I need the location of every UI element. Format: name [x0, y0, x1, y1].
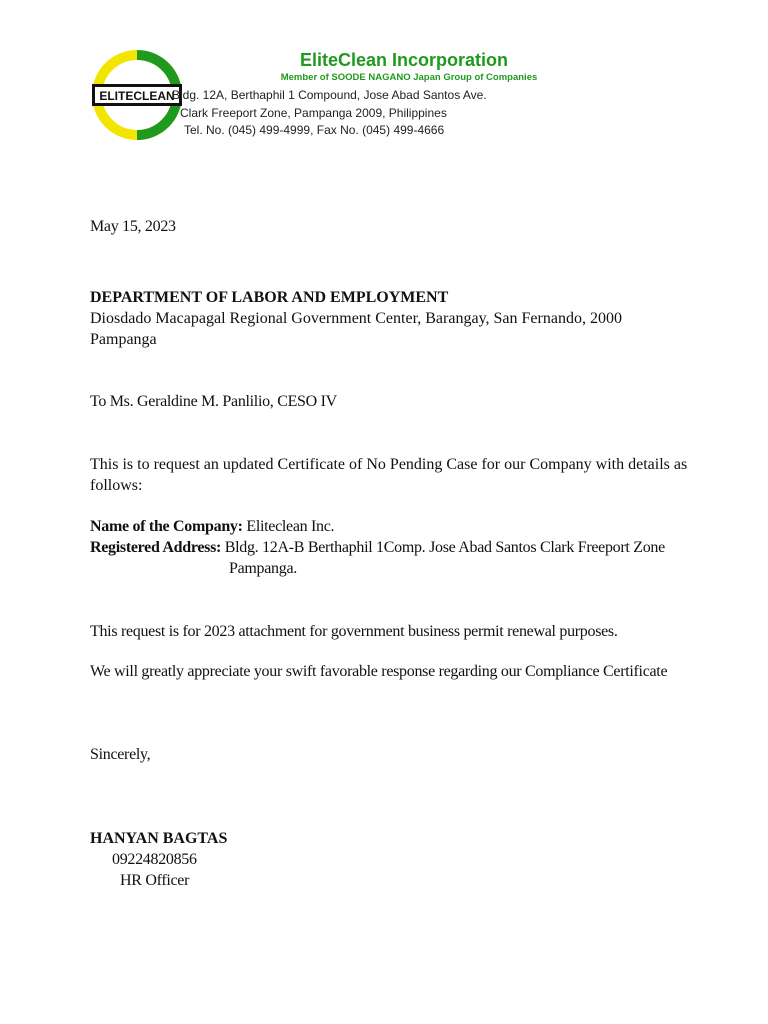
- sign-off: Sincerely,: [90, 746, 151, 763]
- address-detail-row: [90, 537, 665, 558]
- address-label: Registered Address:: [90, 539, 222, 556]
- signer-phone: 09224820856: [112, 851, 197, 868]
- signer-name: HANYAN BAGTAS: [90, 830, 228, 847]
- member-line: Member of SOODE NAGANO Japan Group of Companies: [280, 72, 538, 83]
- logo-text: ELITECLEAN: [99, 89, 175, 103]
- company-label: Name of the Company:: [90, 518, 243, 535]
- address-value-line1: Bldg. 12A-B Berthaphil 1Comp. Jose Abad Santos Clark Freeport Zone: [224, 539, 665, 556]
- letterhead-contact-line: Tel. No. (045) 499-4999, Fax No. (045) 499-4666: [184, 123, 445, 137]
- company-detail-row: [90, 516, 334, 537]
- intro-paragraph: This is to request an updated Certificate of No Pending Case for our Company with details as follows:: [90, 456, 688, 494]
- recipient-org: DEPARTMENT OF LABOR AND EMPLOYMENT: [90, 289, 449, 306]
- company-name: EliteClean Incorporation: [299, 50, 509, 70]
- letter-date: May 15, 2023: [90, 218, 176, 235]
- closing-request-paragraph: We will greatly appreciate your swift favorable response regarding our Compliance Certificate: [90, 663, 668, 680]
- salutation: To Ms. Geraldine M. Panlilio, CESO IV: [90, 393, 337, 410]
- recipient-address: Diosdado Macapagal Regional Government Center, Barangay, San Fernando, 2000 Pampanga: [90, 310, 622, 348]
- letterhead-address-line1: Bldg. 12A, Berthaphil 1 Compound, Jose Abad Santos Ave.: [172, 88, 487, 102]
- address-value-line2: Pampanga.: [229, 560, 297, 577]
- company-value: Eliteclean Inc.: [246, 518, 335, 535]
- purpose-paragraph: This request is for 2023 attachment for government business permit renewal purposes.: [90, 623, 618, 640]
- signer-title: HR Officer: [120, 872, 190, 889]
- letterhead-address-line2: Clark Freeport Zone, Pampanga 2009, Philippines: [180, 106, 447, 120]
